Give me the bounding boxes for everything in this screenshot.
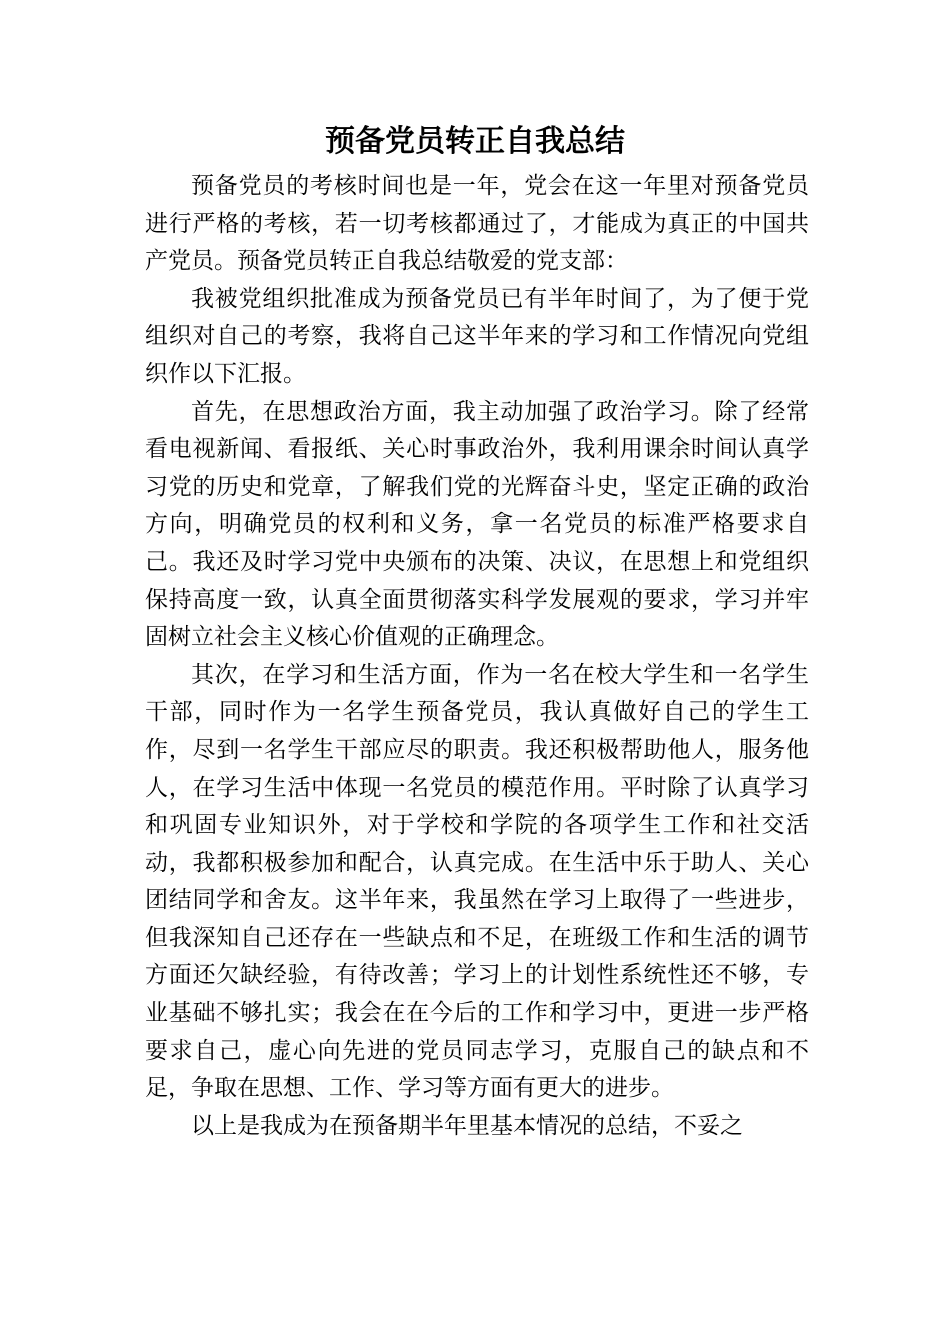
document-body <box>145 168 809 1145</box>
paragraph-report-opening: 我被党组织批准成为预备党员已有半年时间了，为了便于党组织对自己的考察，我将自己这半年来的学习和工作情况向党组织作以下汇报。 <box>145 285 809 387</box>
paragraph-study-and-life: 其次，在学习和生活方面，作为一名在校大学生和一名学生干部，同时作为一名学生预备党员，我认真做好自己的学生工作，尽到一名学生干部应尽的职责。我还积极帮助他人，服务他人，在学习生活中体现一名党员的模范作用。平时除了认真学习和巩固专业知识外，对于学校和学院的各项学生工作和社交活动，我都积极参加和配合，认真完成。在生活中乐于助人、关心团结同学和舍友。这半年来，我虽然在学习上取得了一些进步，但我深知自己还存在一些缺点和不足，在班级工作和生活的调节方面还欠缺经验，有待改善；学习上的计划性系统性还不够，专业基础不够扎实；我会在在今后的工作和学习中，更进一步严格要求自己，虚心向先进的党员同志学习，克服自己的缺点和不足，争取在思想、工作、学习等方面有更大的进步。 <box>145 661 809 1102</box>
paragraph-political-study: 首先，在思想政治方面，我主动加强了政治学习。除了经常看电视新闻、看报纸、关心时事政治外，我利用课余时间认真学习党的历史和党章，了解我们党的光辉奋斗史，坚定正确的政治方向，明确党员的权利和义务，拿一名党员的标准严格要求自己。我还及时学习党中央颁布的决策、决议，在思想上和党组织保持高度一致，认真全面贯彻落实科学发展观的要求，学习并牢固树立社会主义核心价值观的正确理念。 <box>145 398 809 651</box>
document-title: 预备党员转正自我总结 <box>325 124 625 159</box>
paragraph-intro: 预备党员的考核时间也是一年，党会在这一年里对预备党员进行严格的考核，若一切考核都通过了，才能成为真正的中国共产党员。预备党员转正自我总结敬爱的党支部： <box>145 173 809 275</box>
paragraph-closing: 以上是我成为在预备期半年里基本情况的总结，不妥之 <box>191 1112 743 1139</box>
